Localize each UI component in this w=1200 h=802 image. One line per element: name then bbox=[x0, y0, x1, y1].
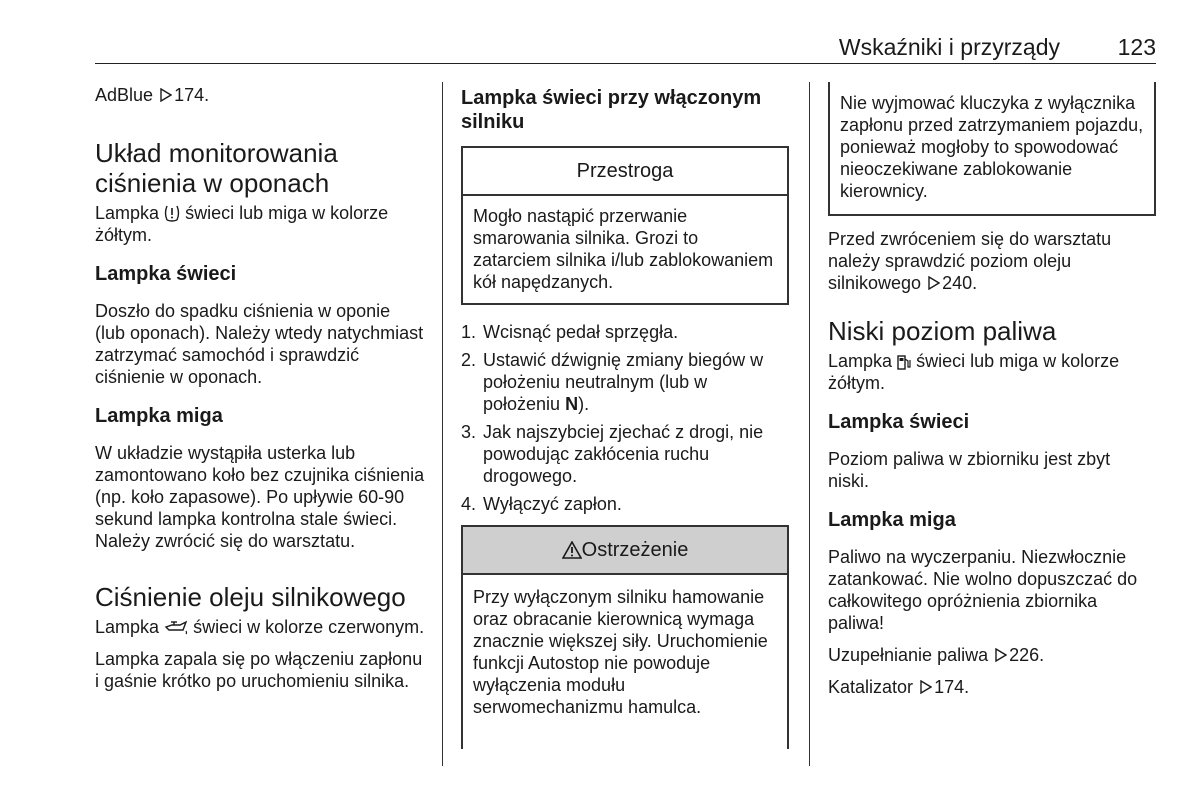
fuel-flash-text: Paliwo na wyczerpaniu. Niezwłocznie zatankować. Nie wolno dopuszczać do całkowitego opróżnienia zbiornika paliwa! bbox=[828, 547, 1138, 633]
tpms-section-title: Układ monitorowania ciśnienia w oponach bbox=[95, 138, 338, 198]
tpms-lit-heading: Lampka świeci bbox=[95, 263, 237, 285]
key-notice-box bbox=[828, 82, 1156, 216]
tire-pressure-warning-icon bbox=[164, 204, 180, 222]
workshop-note: Przed zwróceniem się do warsztatu należy sprawdzić poziom oleju silnikowego 240. bbox=[828, 229, 1112, 293]
page-reference-arrow-icon bbox=[920, 680, 932, 694]
low-fuel-section-title: Niski poziom paliwa bbox=[828, 316, 1057, 346]
engine-running-heading: Lampka świeci przy włączonym silniku bbox=[461, 87, 762, 133]
column-right bbox=[828, 82, 1156, 698]
list-item: 1. Wcisnąć pedał sprzęgła. bbox=[461, 322, 679, 342]
warning-triangle-icon bbox=[562, 541, 582, 559]
running-header-title: Wskaźniki i przyrządy bbox=[838, 34, 1060, 60]
tpms-flash-heading: Lampka miga bbox=[95, 405, 223, 427]
page-reference-arrow-icon bbox=[160, 88, 172, 102]
list-item: 4. Wyłączyć zapłon. bbox=[461, 494, 622, 514]
column-middle bbox=[461, 86, 789, 749]
oil-pressure-section-title: Ciśnienie oleju silnikowego bbox=[95, 582, 406, 612]
refuel-reference: Uzupełnianie paliwa 226. bbox=[828, 645, 1045, 665]
oil-can-icon bbox=[164, 620, 188, 636]
fuel-flash-heading: Lampka miga bbox=[828, 509, 956, 531]
page-reference-arrow-icon bbox=[995, 648, 1007, 662]
oil-pressure-text: Lampka zapala się po włączeniu zapłonu i gaśnie krótko po uruchomieniu silnika. bbox=[95, 649, 423, 691]
fuel-lit-text: Poziom paliwa w zbiorniku jest zbyt niski. bbox=[828, 449, 1111, 491]
caution-title: Przestroga bbox=[463, 148, 787, 196]
warning-text: Przy wyłączonym silniku hamowanie oraz obracanie kierownicą wymaga znacznie większej siły. Uruchomienie funkcji Autostop nie powoduje wyłączenia modułu serwomechanizmu hamulca. bbox=[473, 587, 768, 717]
warning-box bbox=[461, 525, 789, 749]
column-left bbox=[95, 84, 425, 692]
page-reference-arrow-icon bbox=[928, 276, 940, 290]
oil-pressure-intro: Lampka świeci w kolorze czerwonym. bbox=[95, 617, 425, 637]
tpms-flash-text: W układzie wystąpiła usterka lub zamontowano koło bez czujnika ciśnienia (np. koło zapasowe). Po upływie 60-90 sekund lampka kontrolna stale świeci. Należy zwrócić się do warsztatu. bbox=[95, 443, 425, 551]
tpms-lit-text: Doszło do spadku ciśnienia w oponie (lub oponach). Należy wtedy natychmiast zatrzymać samochód i sprawdzić ciśnienie w oponach. bbox=[95, 301, 424, 387]
list-item: 3. Jak najszybciej zjechać z drogi, nie powodując zakłócenia ruchu drogowego. bbox=[461, 422, 764, 486]
page-number: 123 bbox=[1117, 34, 1156, 60]
header-rule bbox=[95, 63, 1156, 64]
fuel-pump-icon bbox=[897, 354, 911, 370]
catalyst-reference: Katalizator 174. bbox=[828, 677, 970, 697]
column-divider-left bbox=[442, 82, 443, 766]
list-item: 2. Ustawić dźwignię zmiany biegów w położeniu neutralnym (lub w położeniu N). bbox=[461, 350, 764, 414]
column-divider-right bbox=[809, 82, 810, 766]
low-fuel-intro: Lampka świeci lub miga w kolorze żółtym. bbox=[828, 351, 1120, 393]
caution-box bbox=[461, 146, 789, 305]
caution-text: Mogło nastąpić przerwanie smarowania silnika. Grozi to zatarciem silnika i/lub zablokowaniem kół napędzanych. bbox=[473, 206, 774, 292]
key-notice-text: Nie wyjmować kluczyka z wyłącznika zapłonu przed zatrzymaniem pojazdu, ponieważ mogłoby to spowodować nieoczekiwane zablokowanie kierownicy. bbox=[840, 93, 1144, 201]
tpms-intro: Lampka świeci lub miga w kolorze żółtym. bbox=[95, 203, 389, 245]
warning-title: Ostrzeżenie bbox=[581, 539, 689, 561]
warning-header bbox=[463, 527, 787, 575]
adblue-reference: AdBlue 174. bbox=[95, 85, 210, 105]
action-steps-list bbox=[461, 321, 789, 515]
fuel-lit-heading: Lampka świeci bbox=[828, 411, 970, 433]
